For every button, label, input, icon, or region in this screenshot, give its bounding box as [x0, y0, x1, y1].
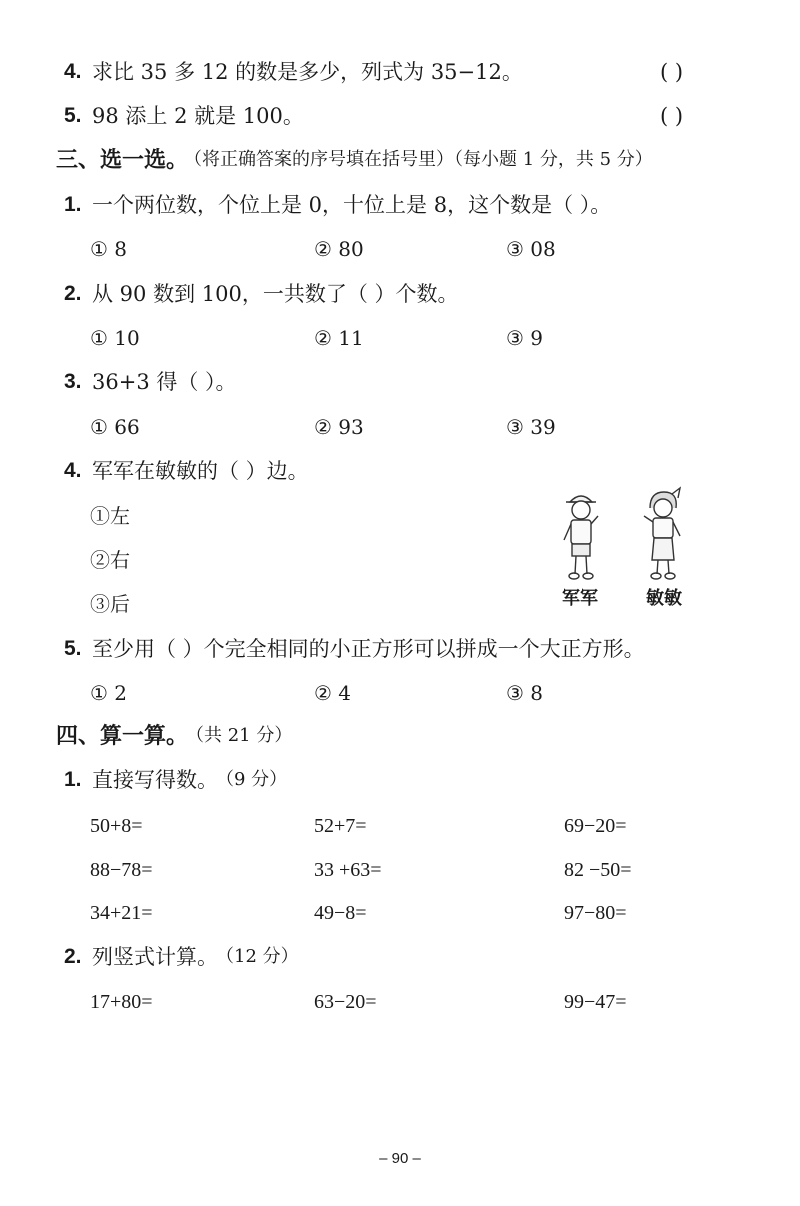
boy-figure-illustration	[556, 488, 606, 584]
option-2[interactable]: ②右	[90, 548, 130, 572]
option-2[interactable]: ② 80	[314, 237, 364, 261]
option-3[interactable]: ③ 8	[506, 681, 544, 705]
calc-item[interactable]: 34+21=	[90, 902, 153, 924]
section-note: （共 21 分）	[186, 725, 293, 746]
calc-item[interactable]: 17+80=	[90, 991, 153, 1013]
calc-item[interactable]: 33 +63=	[314, 859, 382, 881]
part-title: 直接写得数。	[92, 768, 218, 792]
answer-parentheses[interactable]: ( )	[660, 60, 684, 84]
calc-row	[0, 806, 800, 846]
part-2-heading	[0, 937, 800, 977]
calc-item[interactable]: 99−47=	[564, 991, 627, 1013]
option-3[interactable]: ③后	[90, 592, 130, 616]
part-1-heading	[0, 760, 800, 800]
calc-row	[0, 982, 800, 1022]
calc-item[interactable]: 82 −50=	[564, 859, 632, 881]
section-title: 三、选一选。	[56, 147, 189, 173]
option-3[interactable]: ③ 9	[506, 326, 544, 350]
option-1[interactable]: ① 8	[90, 237, 128, 261]
page-number: – 90 –	[379, 1150, 421, 1167]
option-1[interactable]: ① 66	[90, 415, 140, 439]
option-1[interactable]: ① 2	[90, 681, 128, 705]
section-title: 四、算一算。	[56, 723, 189, 749]
calc-item[interactable]: 52+7=	[314, 815, 367, 837]
question-5-options	[0, 673, 800, 713]
question-3	[0, 362, 800, 402]
part-score: （12 分）	[216, 946, 299, 967]
item-number: 5.	[64, 104, 82, 127]
answer-parentheses[interactable]: ( )	[660, 104, 684, 128]
judge-item-5	[0, 96, 800, 136]
question-3-options	[0, 407, 800, 447]
part-title: 列竖式计算。	[92, 945, 218, 969]
option-3[interactable]: ③ 08	[506, 237, 556, 261]
question-2-options	[0, 318, 800, 358]
calc-row	[0, 893, 800, 933]
part-number: 1.	[64, 768, 82, 791]
calc-row	[0, 850, 800, 890]
part-score: （9 分）	[216, 769, 288, 790]
section-note: （将正确答案的序号填在括号里）（每小题 1 分，共 5 分）	[184, 149, 653, 170]
question-5	[0, 629, 800, 669]
option-1[interactable]: ①左	[90, 504, 130, 528]
question-text: 至少用（ ）个完全相同的小正方形可以拼成一个大正方形。	[92, 637, 645, 661]
question-text: 一个两位数，个位上是 0，十位上是 8，这个数是（ ）。	[92, 193, 612, 217]
judge-item-4	[0, 52, 800, 92]
question-4	[0, 451, 800, 491]
question-1	[0, 185, 800, 225]
option-1[interactable]: ① 10	[90, 326, 140, 350]
question-number: 1.	[64, 193, 82, 216]
question-number: 2.	[64, 282, 82, 305]
question-text: 军军在敏敏的（ ）边。	[92, 459, 309, 483]
girl-label: 敏敏	[646, 588, 682, 609]
question-text: 36+3 得（ ）。	[92, 370, 237, 394]
calc-item[interactable]: 63−20=	[314, 991, 377, 1013]
calc-item[interactable]: 97−80=	[564, 902, 627, 924]
question-number: 5.	[64, 637, 82, 660]
item-text: 98 添上 2 就是 100。	[92, 104, 304, 128]
calc-item[interactable]: 49−8=	[314, 902, 367, 924]
calc-item[interactable]: 50+8=	[90, 815, 143, 837]
question-2	[0, 274, 800, 314]
option-2[interactable]: ② 11	[314, 326, 364, 350]
item-number: 4.	[64, 60, 82, 83]
question-text: 从 90 数到 100，一共数了（ ）个数。	[92, 282, 459, 306]
section-3-heading	[0, 140, 800, 180]
boy-label: 军军	[562, 588, 598, 609]
option-2[interactable]: ② 4	[314, 681, 352, 705]
section-4-heading	[0, 716, 800, 756]
calc-item[interactable]: 69−20=	[564, 815, 627, 837]
girl-figure-illustration	[636, 486, 690, 584]
question-number: 4.	[64, 459, 82, 482]
question-number: 3.	[64, 370, 82, 393]
item-text: 求比 35 多 12 的数是多少，列式为 35−12。	[92, 60, 523, 84]
question-1-options	[0, 229, 800, 269]
option-3[interactable]: ③ 39	[506, 415, 556, 439]
calc-item[interactable]: 88−78=	[90, 859, 153, 881]
option-2[interactable]: ② 93	[314, 415, 364, 439]
part-number: 2.	[64, 945, 82, 968]
